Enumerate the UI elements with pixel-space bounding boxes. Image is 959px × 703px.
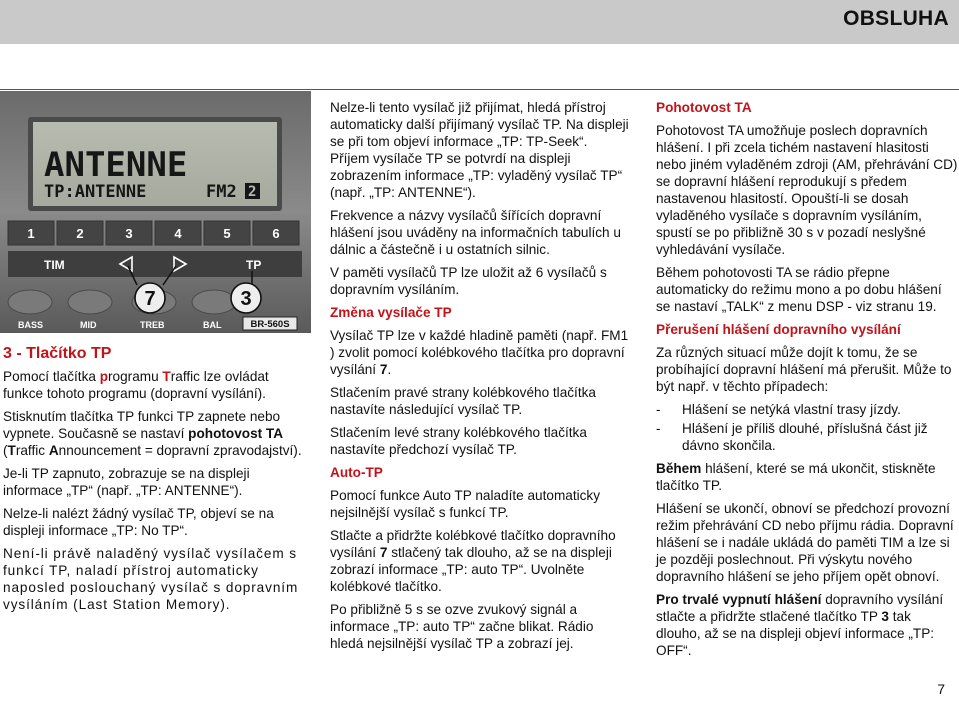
bal-label: BAL (203, 320, 222, 330)
preset-button-1 (8, 221, 54, 245)
section-title-tp: 3 - Tlačítko TP (3, 345, 112, 362)
column-right (656, 99, 958, 665)
bass-label: BASS (18, 320, 44, 330)
paragraph: Pohotovost TA umožňuje poslech dopravních hlášení. I při zcela tichém nastavení hlasitosti nebo jiném vyladěném zdroji (AM, přehrávání CD) se dopravní hlášení reprodukují s předem nastavenou hlasitostí. Opouští-li se dosah vyladěného vysílače s dopravním vysíláním, spustí se po přibližně 30 s v pozadí neslyšné vyhledávání vysílače. (656, 123, 958, 257)
lcd-line2: TP:ANTENNE (44, 182, 147, 202)
column-middle (330, 99, 629, 658)
paragraph: Stlačením levé strany kolébkového tlačítka nastavíte předchozí vysílač TP. (330, 425, 587, 457)
paragraph: Je-li TP zapnuto, zobrazuje se na displeji informace „TP“ (např. „TP: ANTENNE“). (3, 466, 250, 498)
preset-button-3 (106, 221, 152, 245)
lcd-line1: ANTENNE (44, 145, 188, 185)
header-band (0, 0, 959, 44)
callout-3-label: 3 (240, 288, 252, 310)
list-item: - Hlášení se netýká vlastní trasy jízdy. (656, 402, 901, 417)
svg-text:1: 1 (27, 226, 35, 241)
knob-mid (68, 290, 112, 314)
section-title-change-tp: Změna vysílače TP (330, 305, 452, 320)
paragraph: Po přibližně 5 s se ozve zvukový signál a informace „TP: auto TP“ začne blikat. Rádio hledá nejsilnější vysílač TP a zobrazí jej. (330, 602, 594, 651)
paragraph: Během hlášení, které se má ukončit, stiskněte tlačítko TP. (656, 461, 936, 493)
paragraph: Nelze-li tento vysílač již přijímat, hledá přístroj automaticky další přijímaný vysílač TP. Na displeji se při tom objeví informace „TP: TP-Seek“. Příjem vysílače TP se potvrdí na displeji zobrazením informace „TP: vyladěný vysílač TP“ (např. „TP: ANTENNE“). (330, 100, 629, 200)
paragraph: Vysílač TP lze v každé hladině paměti (např. FM1 ) zvolit pomocí kolébkového tlačítka pro dopravní vysílání 7. (330, 328, 629, 377)
treb-label: TREB (140, 320, 165, 330)
section-title-auto-tp: Auto-TP (330, 465, 383, 480)
knob-bass (8, 290, 52, 314)
paragraph: Hlášení se ukončí, obnoví se předchozí provozní režim přehrávání CD nebo příjmu rádia. Dopravní hlášení se i nadále ukládá do paměti TIM a lze si je později poslechnout. Při výskytu nového dopravního hlášení se jeho příjem opět obnoví. (656, 501, 954, 584)
knob-bal (192, 290, 236, 314)
model-label: BR-560S (250, 319, 290, 330)
paragraph: Stlačte a přidržte kolébkové tlačítko dopravního vysílání 7 stlačený tak dlouho, až se na displeji zobrazí informace „TP: auto TP“. Uvolněte kolébkové tlačítko. (330, 528, 616, 594)
lcd-band: FM2 (206, 182, 237, 202)
svg-text:2: 2 (76, 226, 84, 241)
paragraph: Stlačením pravé strany kolébkového tlačítka nastavíte následující vysílač TP. (330, 385, 596, 417)
preset-button-4 (155, 221, 201, 245)
svg-text:5: 5 (223, 226, 231, 241)
svg-text:4: 4 (174, 226, 182, 241)
list-item: - Hlášení je příliš dlouhé, příslušná část již dávno skončila. (656, 421, 928, 453)
tim-label: TIM (44, 258, 65, 272)
column-left (3, 345, 307, 619)
svg-text:3: 3 (125, 226, 133, 241)
paragraph: Stisknutím tlačítka TP funkci TP zapnete nebo vypnete. Současně se nastaví pohotovost TA (Traffic Announcement = dopravní zpravodajství). (3, 409, 302, 458)
bullet-list (656, 401, 958, 454)
svg-text:6: 6 (272, 226, 280, 241)
preset-button-2 (57, 221, 103, 245)
paragraph: Pro trvalé vypnutí hlášení dopravního vysílání stlačte a přidržte stlačené tlačítko TP 3 tak dlouho, až se na displeji objeví informace „TP: OFF“. (656, 592, 944, 658)
tp-label: TP (246, 258, 262, 272)
paragraph: Nelze-li nalézt žádný vysílač TP, objeví se na displeji informace „TP: No TP“. (3, 506, 274, 538)
lcd-band-num: 2 (248, 184, 257, 200)
paragraph: Pomocí funkce Auto TP naladíte automaticky nejsilnější vysílač s funkcí TP. (330, 488, 601, 520)
paragraph: V paměti vysílačů TP lze uložit až 6 vysílačů s dopravním vysíláním. (330, 265, 607, 297)
paragraph: Není-li právě naladěný vysílač vysílačem s funkcí TP, naladí přístroj automaticky naposled poslouchaný vysílač s dopravním vysíláním (Last Station Memory). (3, 546, 299, 612)
preset-button-5 (204, 221, 250, 245)
preset-button-6 (253, 221, 299, 245)
section-title-interrupt: Přerušení hlášení dopravního vysílání (656, 322, 901, 337)
page-title: OBSLUHA (843, 7, 949, 30)
paragraph: Za různých situací může dojít k tomu, že se probíhající dopravní hlášení má přerušit. Může to být např. v těchto případech: (656, 345, 952, 394)
paragraph: Pomocí tlačítka programu Traffic lze ovládat funkce tohoto programu (dopravní vysílání). (3, 369, 269, 401)
page-number: 7 (937, 681, 945, 697)
top-rule (0, 89, 959, 90)
mid-label: MID (80, 320, 97, 330)
paragraph: Během pohotovosti TA se rádio přepne automaticky do režimu mono a po dobu hlášení se nastaví „TALK“ z menu DSP - viz stranu 19. (656, 265, 942, 314)
paragraph: Frekvence a názvy vysílačů šířících dopravní hlášení jsou uváděny na informačních tabulích u dálnic a částečně i u ostatních silnic. (330, 208, 621, 257)
radio-faceplate-figure (0, 91, 311, 333)
callout-7-label: 7 (144, 288, 156, 310)
section-title-ta: Pohotovost TA (656, 100, 752, 115)
